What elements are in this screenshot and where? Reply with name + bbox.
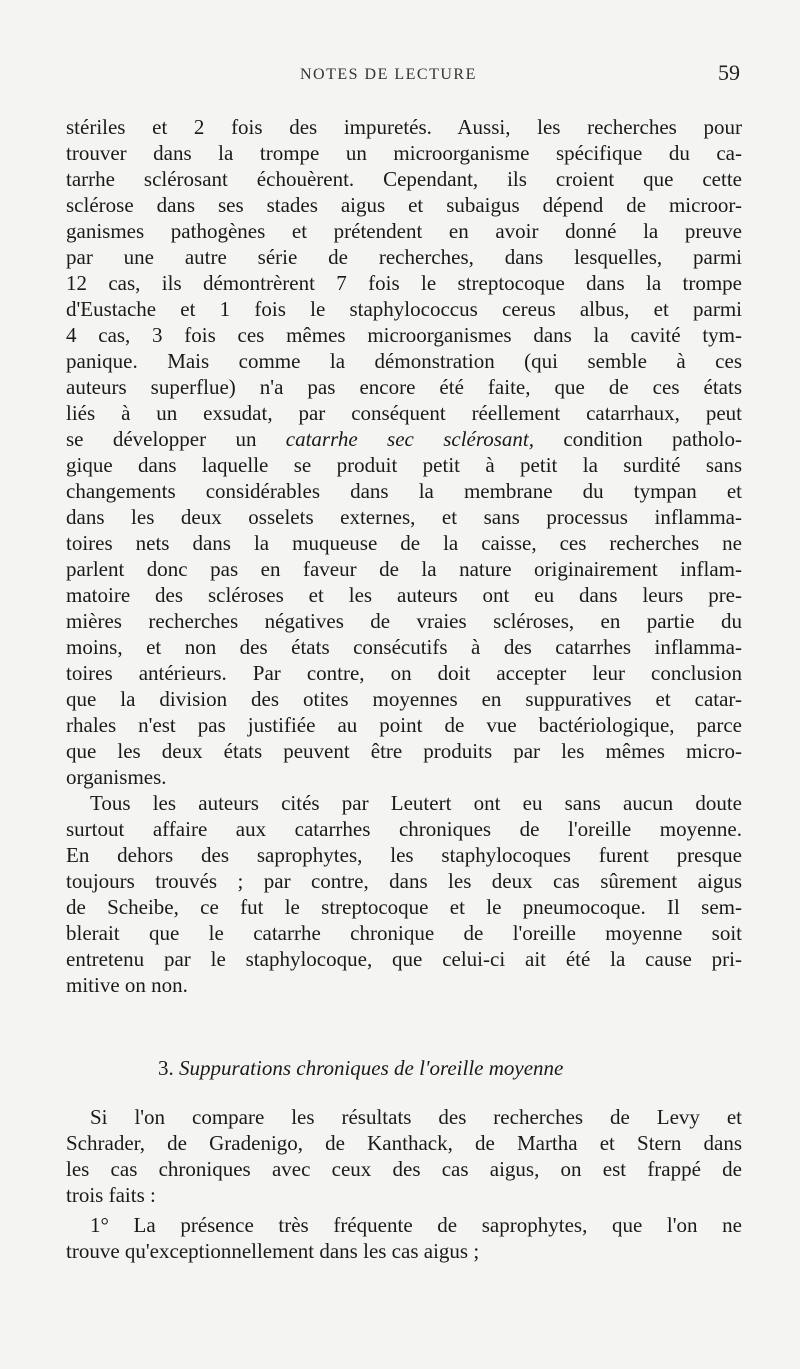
text-line: que la division des otites moyennes en suppuratives et catar- <box>66 687 742 711</box>
text-line: tarrhe sclérosant échouèrent. Cependant, ils croient que cette <box>66 167 742 191</box>
text-line: d'Eustache et 1 fois le staphylococcus cereus albus, et parmi <box>66 297 742 321</box>
text-line: entretenu par le staphylocoque, que celui-ci ait été la cause pri- <box>66 947 742 971</box>
text-line: 12 cas, ils démontrèrent 7 fois le streptocoque dans la trompe <box>66 271 742 295</box>
section-title: Suppurations chroniques de l'oreille moyenne <box>179 1056 564 1080</box>
text-line: moins, et non des états consécutifs à des catarrhes inflamma- <box>66 635 742 659</box>
text-line: auteurs superflue) n'a pas encore été faite, que de ces états <box>66 375 742 399</box>
text-line: blerait que le catarrhe chronique de l'oreille moyenne soit <box>66 921 742 945</box>
text-line: toires nets dans la muqueuse de la caisse, ces recherches ne <box>66 531 742 555</box>
text-line: dans les deux osselets externes, et sans processus inflamma- <box>66 505 742 529</box>
italic-term: catarrhe sec sclérosant, <box>285 427 535 451</box>
running-title: NOTES DE LECTURE <box>300 66 477 83</box>
text-line: 4 cas, 3 fois ces mêmes microorganismes dans la cavité tym- <box>66 323 742 347</box>
text-line: parlent donc pas en faveur de la nature originairement inflam- <box>66 557 742 581</box>
text-line: par une autre série de recherches, dans lesquelles, parmi <box>66 245 742 269</box>
text-line: toujours trouvés ; par contre, dans les deux cas sûrement aigus <box>66 869 742 893</box>
text-line: trouver dans la trompe un microorganisme spécifique du ca- <box>66 141 742 165</box>
text-line: sclérose dans ses stades aigus et subaigus dépend de microor- <box>66 193 742 217</box>
text-line: que les deux états peuvent être produits par les mêmes micro- <box>66 739 742 763</box>
text-line: ganismes pathogènes et prétendent en avoir donné la preuve <box>66 219 742 243</box>
text-line: Schrader, de Gradenigo, de Kanthack, de Martha et Stern dans <box>66 1131 742 1155</box>
text-line: mitive on non. <box>66 973 188 997</box>
text-line: rhales n'est pas justifiée au point de vue bactériologique, parce <box>66 713 742 737</box>
text-line: gique dans laquelle se produit petit à petit la surdité sans <box>66 453 742 477</box>
text-line: Tous les auteurs cités par Leutert ont eu sans aucun doute <box>90 791 742 815</box>
text-line: 1° La présence très fréquente de saprophytes, que l'on ne <box>90 1213 742 1237</box>
text-line: liés à un exsudat, par conséquent réellement catarrhaux, peut <box>66 401 742 425</box>
section-heading <box>158 1056 563 1081</box>
text-line: En dehors des saprophytes, les staphylocoques furent presque <box>66 843 742 867</box>
page-number: 59 <box>718 60 740 85</box>
text-line: Si l'on compare les résultats des recherches de Levy et <box>90 1105 742 1129</box>
text-line: stériles et 2 fois des impuretés. Aussi, les recherches pour <box>66 115 742 139</box>
text-span: se développer un <box>66 427 286 451</box>
text-line: de Scheibe, ce fut le streptocoque et le pneumocoque. Il sem- <box>66 895 742 919</box>
text-line: trois faits : <box>66 1183 156 1207</box>
text-line: panique. Mais comme la démonstration (qui semble à ces <box>66 349 742 373</box>
text-line: organismes. <box>66 765 167 789</box>
text-line: changements considérables dans la membrane du tympan et <box>66 479 742 503</box>
text-line: surtout affaire aux catarrhes chroniques de l'oreille moyenne. <box>66 817 742 841</box>
text-line: toires antérieurs. Par contre, on doit accepter leur conclusion <box>66 661 742 685</box>
text-line: trouve qu'exceptionnellement dans les cas aigus ; <box>66 1239 480 1263</box>
text-span: condition patholo- <box>534 427 742 451</box>
text-line: mières recherches négatives de vraies scléroses, en partie du <box>66 609 742 633</box>
section-number: 3. <box>158 1056 174 1080</box>
text-line: matoire des scléroses et les auteurs ont eu dans leurs pre- <box>66 583 742 607</box>
text-line-with-italic <box>66 426 742 452</box>
text-line: les cas chroniques avec ceux des cas aigus, on est frappé de <box>66 1157 742 1181</box>
